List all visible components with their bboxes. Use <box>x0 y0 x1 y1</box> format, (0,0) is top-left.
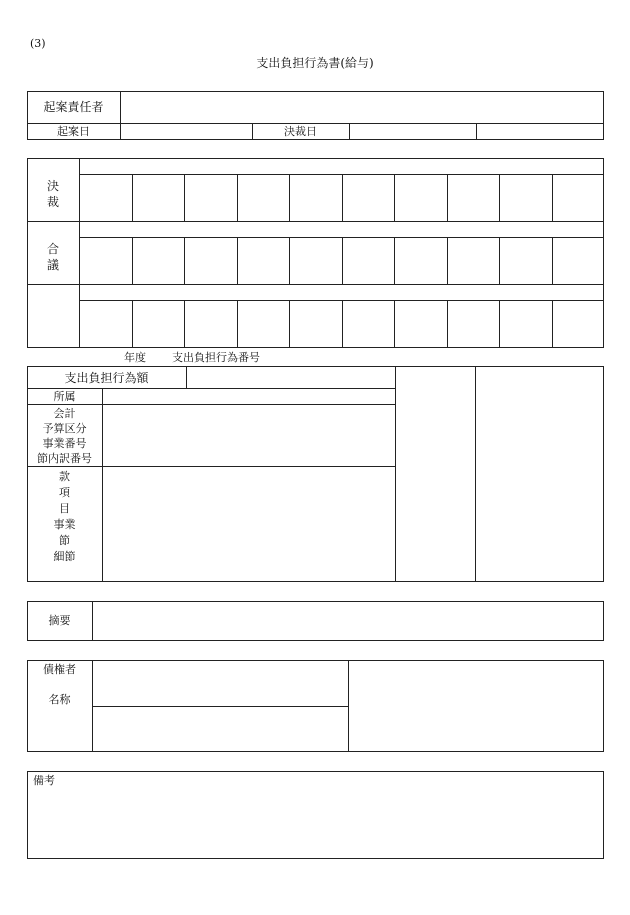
stamp-cell[interactable] <box>448 301 500 348</box>
stamp-cell[interactable] <box>238 175 290 221</box>
draft-date-field[interactable] <box>121 124 252 139</box>
decision-label: 決 裁 <box>46 179 59 209</box>
stamp-cell[interactable] <box>500 238 552 284</box>
stamp-cell[interactable] <box>553 301 605 348</box>
stamp-cell[interactable] <box>290 301 342 348</box>
stamp-cell[interactable] <box>343 301 395 348</box>
item-labels: 款 項 目 事業 節 細節 <box>53 470 76 563</box>
budget-labels: 会計 予算区分 事業番号 節内訳番号 <box>37 407 92 465</box>
stamp-cell[interactable] <box>133 238 185 284</box>
stamp-cell[interactable] <box>80 175 132 221</box>
budget-field[interactable] <box>103 405 394 466</box>
stamp-cell[interactable] <box>553 238 605 284</box>
creditor-extra-field[interactable] <box>349 661 603 751</box>
stamp-cell[interactable] <box>290 175 342 221</box>
page-title: 支出負担行為書(給与) <box>256 56 374 70</box>
stamp-cell[interactable] <box>395 301 447 348</box>
dept-field[interactable] <box>103 389 394 404</box>
draft-date-label: 起案日 <box>57 125 90 138</box>
year-label: 年度 <box>124 351 146 364</box>
page-number: (3) <box>30 37 46 50</box>
divider <box>27 123 604 124</box>
stamp-cell[interactable] <box>290 238 342 284</box>
name-label: 名称 <box>48 693 71 706</box>
stamp-cell[interactable] <box>80 301 132 348</box>
stamp-cell[interactable] <box>448 238 500 284</box>
divider <box>27 284 604 285</box>
stamp-cell[interactable] <box>500 175 552 221</box>
stamp-cell[interactable] <box>185 301 237 348</box>
stamp-cell[interactable] <box>343 175 395 221</box>
creditor-field[interactable] <box>93 661 348 706</box>
summary-label: 摘要 <box>48 614 71 627</box>
creditor-label: 債権者 <box>43 663 76 676</box>
amount-label: 支出負担行為額 <box>64 371 149 385</box>
stamp-cell[interactable] <box>185 175 237 221</box>
consult-label: 合 議 <box>46 242 59 272</box>
summary-field[interactable] <box>93 602 603 640</box>
stamp-cell[interactable] <box>395 175 447 221</box>
remarks-box[interactable] <box>27 771 604 859</box>
divider <box>476 123 477 140</box>
stamp-cell[interactable] <box>133 301 185 348</box>
decision-date-label: 決裁日 <box>284 125 317 138</box>
item-field[interactable] <box>103 467 394 581</box>
stamp-cell[interactable] <box>133 175 185 221</box>
stamp-cell[interactable] <box>500 301 552 348</box>
stamp-cell[interactable] <box>448 175 500 221</box>
stamp-cell[interactable] <box>238 301 290 348</box>
side-field-1[interactable] <box>396 367 475 581</box>
stamp-cell[interactable] <box>343 238 395 284</box>
stamp-cell[interactable] <box>395 238 447 284</box>
side-field-2[interactable] <box>476 367 603 581</box>
name-field[interactable] <box>93 707 348 751</box>
decision-date-field[interactable] <box>350 124 476 139</box>
dept-label: 所属 <box>53 390 76 403</box>
stamp-cell[interactable] <box>238 238 290 284</box>
drafter-field[interactable] <box>121 92 603 123</box>
drafter-label: 起案責任者 <box>43 100 104 114</box>
divider <box>27 221 604 222</box>
amount-field[interactable] <box>187 367 394 388</box>
stamp-cell[interactable] <box>80 238 132 284</box>
remarks-label: 備考 <box>33 774 55 787</box>
commitment-number-label: 支出負担行為番号 <box>172 351 260 364</box>
stamp-cell[interactable] <box>185 238 237 284</box>
stamp-cell[interactable] <box>553 175 605 221</box>
